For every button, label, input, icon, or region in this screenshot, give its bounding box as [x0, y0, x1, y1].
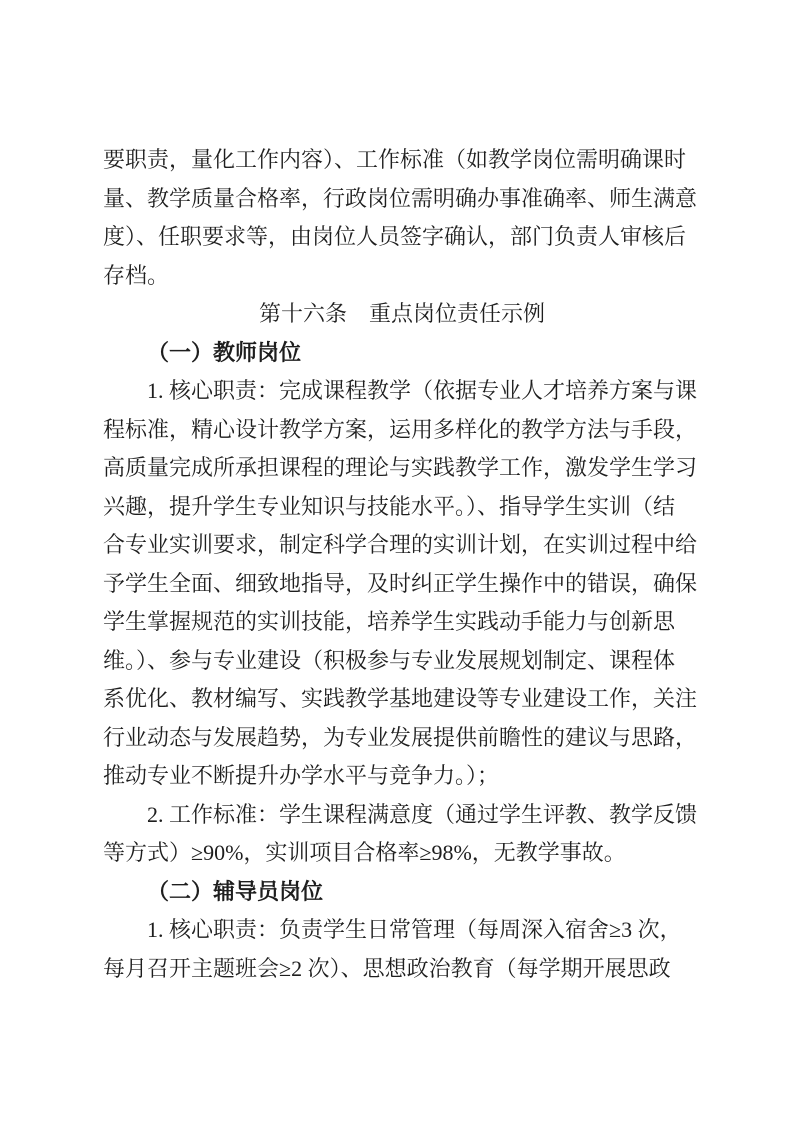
body-line: 要职责，量化工作内容）、工作标准（如教学岗位需明确课时	[103, 147, 687, 172]
body-line: 1. 核心职责：负责学生日常管理（每周深入宿舍≥3 次，	[147, 917, 682, 942]
body-line: 予学生全面、细致地指导，及时纠正学生操作中的错误，确保	[103, 570, 698, 596]
document-body	[103, 141, 701, 988]
body-line: 量、教学质量合格率，行政岗位需明确办事准确率、师生满意	[103, 185, 698, 211]
body-line: 1. 核心职责：完成课程教学（依据专业人才培养方案与课	[147, 378, 698, 403]
body-line: 每月召开主题班会≥2 次）、思想政治教育（每学期开展思政	[103, 955, 671, 981]
body-line: 行业动态与发展趋势，为专业发展提供前瞻性的建议与思路，	[103, 724, 698, 750]
article-16-heading: 第十六条 重点岗位责任示例	[258, 301, 545, 326]
body-line: 等方式）≥90%，实训项目合格率≥98%，无教学事故。	[103, 840, 626, 865]
body-line: 存档。	[103, 262, 170, 288]
teacher-post-heading: （一）教师岗位	[147, 339, 302, 365]
body-line: 学生掌握规范的实训技能，培养学生实践动手能力与创新思	[103, 609, 676, 634]
body-line: 推动专业不断提升办学水平与竞争力。）；	[103, 763, 500, 788]
body-line: 系优化、教材编写、实践教学基地建设等专业建设工作，关注	[103, 686, 698, 711]
body-line: 高质量完成所承担课程的理论与实践教学工作，激发学生学习	[103, 455, 698, 480]
body-line: 合专业实训要求，制定科学合理的实训计划，在实训过程中给	[103, 532, 698, 557]
body-line: 维。）、参与专业建设（积极参与专业发展规划制定、课程体	[103, 647, 676, 673]
body-line: 兴趣，提升学生专业知识与技能水平。）、指导学生实训（结	[103, 493, 676, 519]
body-line: 程标准，精心设计教学方案，运用多样化的教学方法与手段，	[103, 416, 698, 442]
body-line: 度）、任职要求等，由岗位人员签字确认，部门负责人审核后	[103, 224, 687, 249]
body-line: 2. 工作标准：学生课程满意度（通过学生评教、教学反馈	[147, 801, 698, 827]
counselor-post-heading: （二）辅导员岗位	[147, 878, 324, 904]
